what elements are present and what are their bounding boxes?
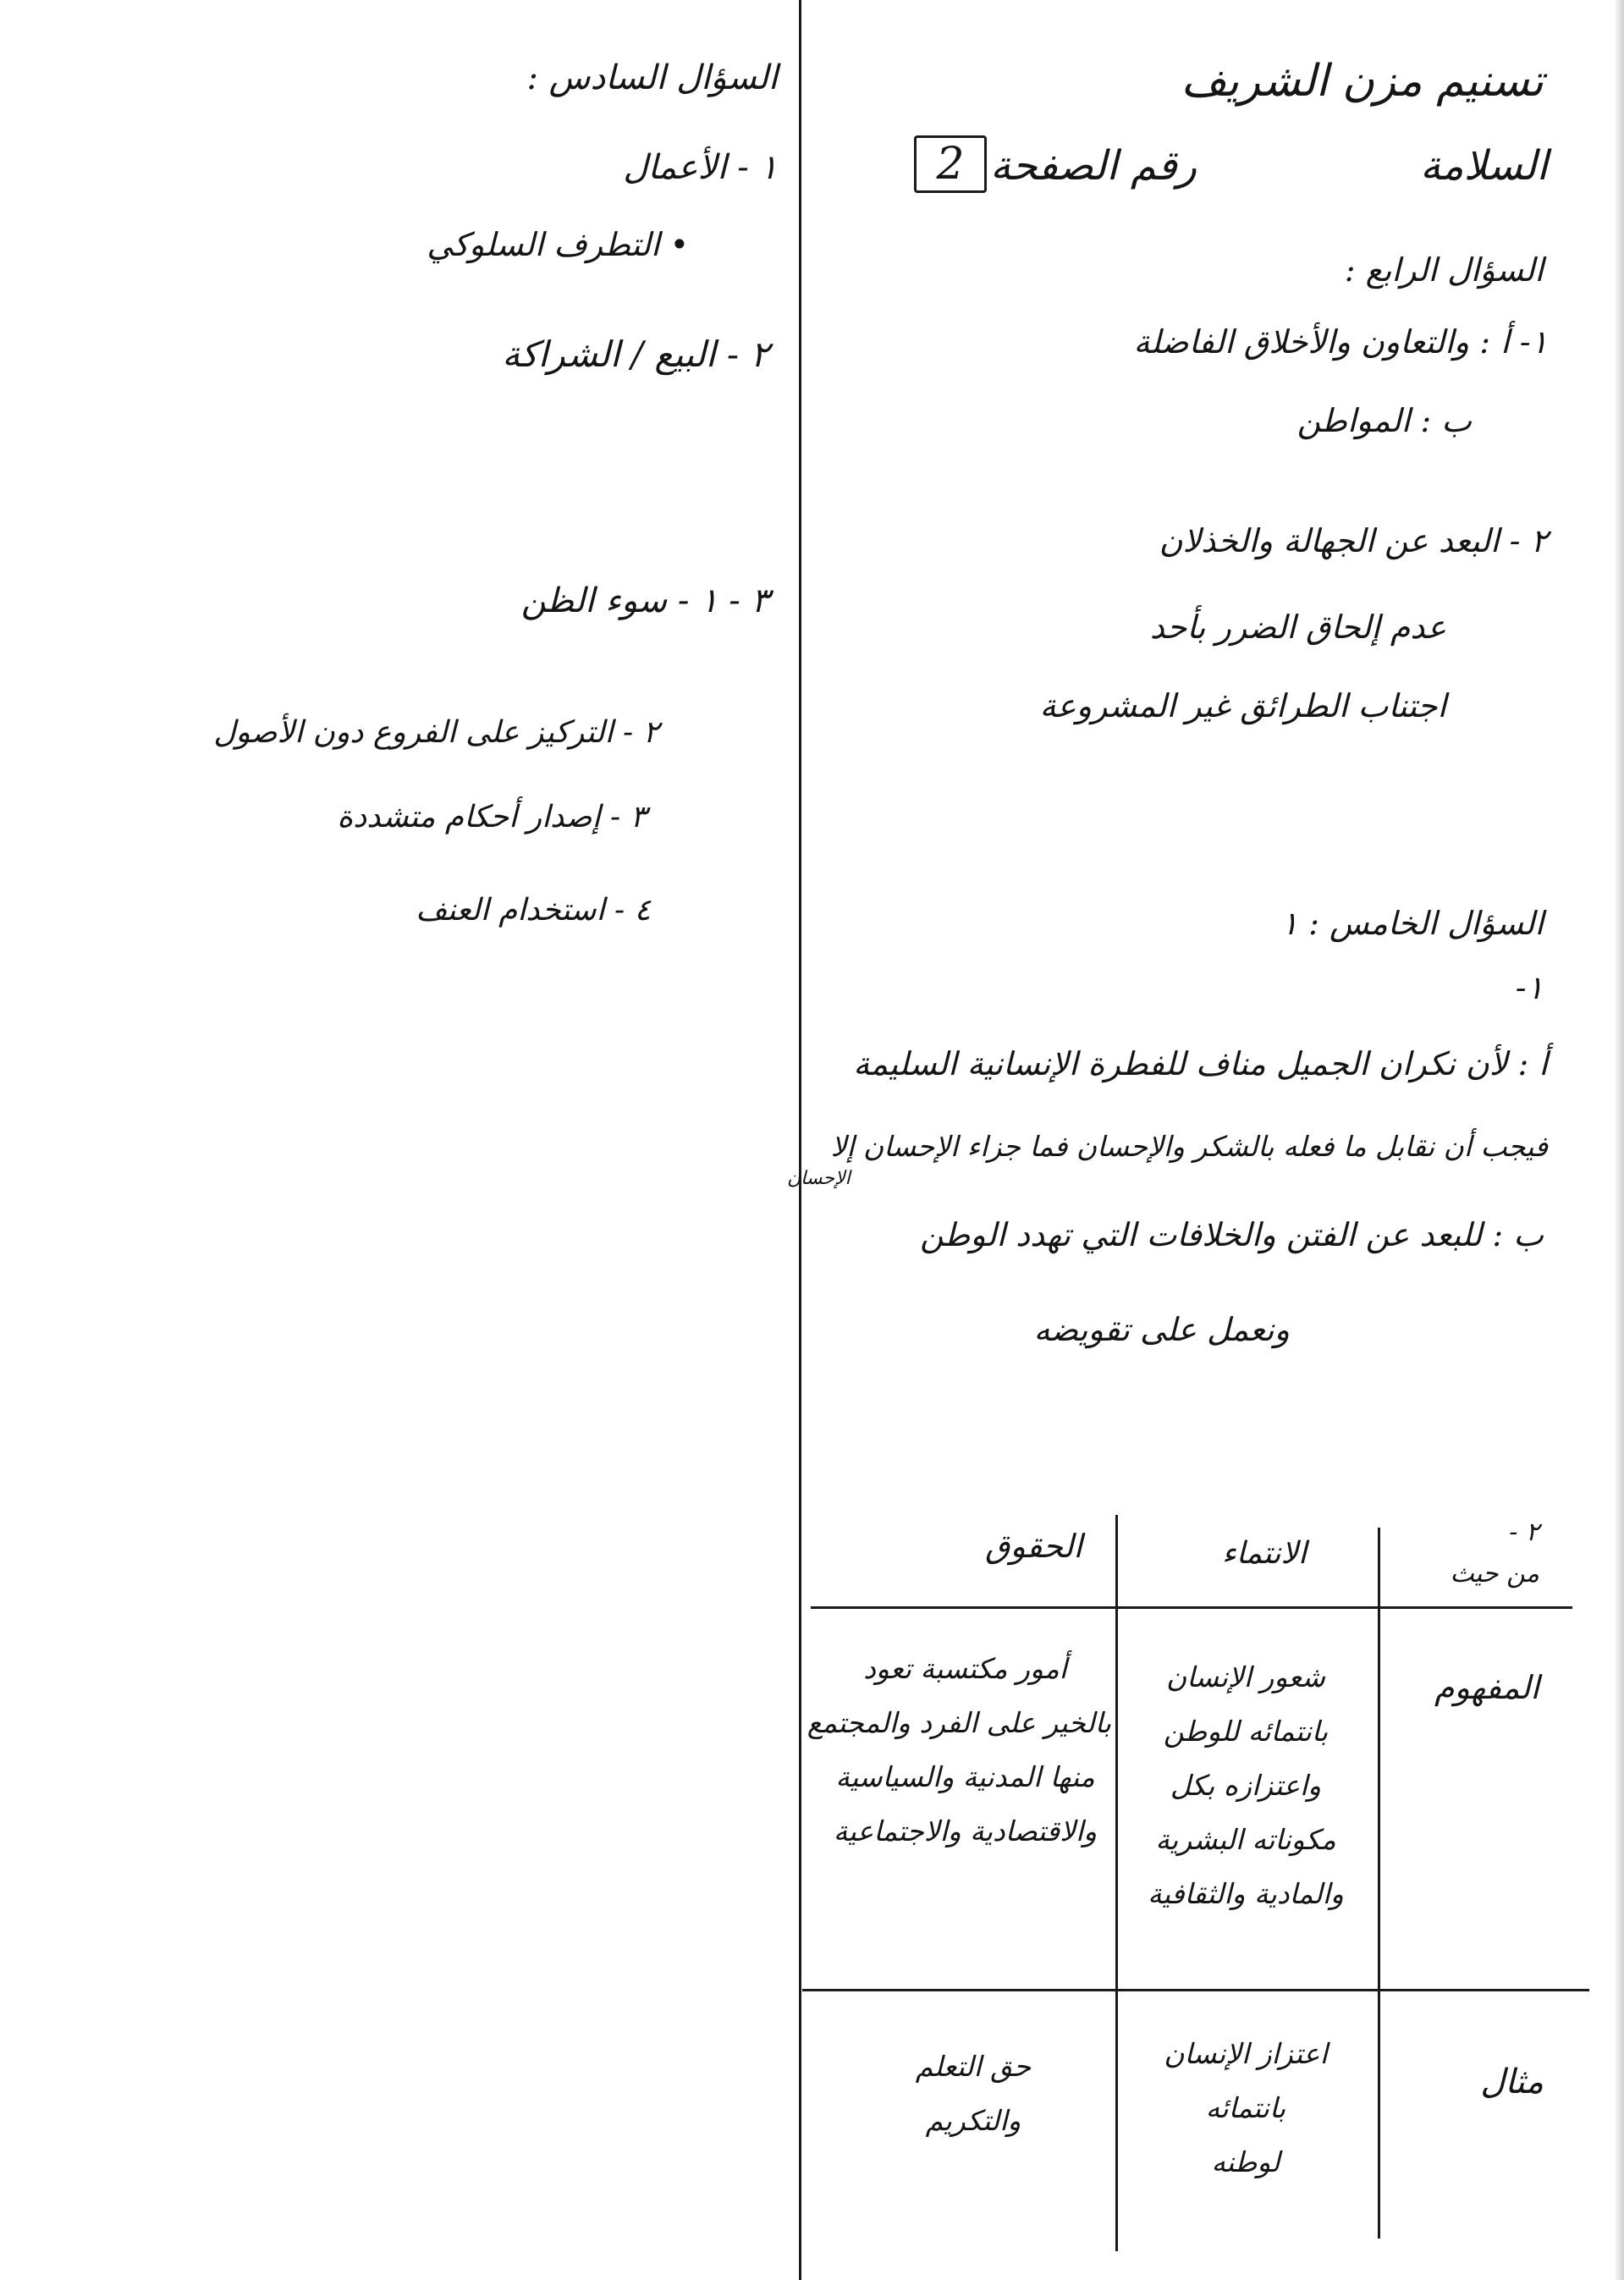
table-row2-header: مثال — [1480, 2062, 1544, 2101]
page-number-label: رقم الصفحة — [990, 142, 1197, 190]
q5-b-line2: ونعمل على تقويضه — [1033, 1311, 1290, 1348]
q5-title: السؤال الخامس : ١ — [1280, 905, 1544, 942]
table-col-huquq-header: الحقوق — [984, 1528, 1082, 1565]
center-margin-line — [799, 0, 801, 2280]
row2-huquq-line: والتكريم — [925, 2104, 1021, 2137]
page-number-box — [914, 135, 987, 193]
row2-intima-line: بانتمائه — [1205, 2091, 1286, 2124]
table-column-divider-right — [1378, 1528, 1380, 2239]
q5-a-line2: فيجب أن نقابل ما فعله بالشكر والإحسان فما جزاء الإحسان إلا — [830, 1130, 1548, 1163]
q6-title: السؤال السادس : — [526, 58, 778, 97]
table-row-divider — [802, 1989, 1589, 1991]
q5-item-number: ١- — [1515, 969, 1544, 1006]
q5-a-line1: أ : لأن نكران الجميل مناف للفطرة الإنسانية السليمة — [853, 1045, 1548, 1082]
page-number: 2 — [936, 139, 965, 190]
row2-intima-line: اعتزاز الإنسان — [1164, 2037, 1328, 2070]
row1-intima-line: واعتزازه بكل — [1170, 1769, 1322, 1802]
q4-title: السؤال الرابع : — [1344, 251, 1544, 289]
row1-huquq-line: منها المدنية والسياسية — [835, 1760, 1095, 1793]
q4-item2-line1: ٢ - البعد عن الجهالة والخذلان — [1159, 522, 1548, 559]
table-corner-label: من حيث — [1450, 1559, 1539, 1589]
student-name: تسنيم مزن الشريف — [1181, 56, 1544, 107]
q6-item3-3: ٣ - إصدار أحكام متشددة — [337, 800, 647, 834]
table-number: ٢ - — [1509, 1517, 1539, 1547]
table-row1-huquq-cell — [806, 1642, 1111, 1859]
q4-item2-line2: عدم إلحاق الضرر بأحد — [1149, 609, 1446, 646]
row1-huquq-line: والاقتصادية والاجتماعية — [833, 1815, 1098, 1848]
q4-item1b: ب : المواطن — [1296, 402, 1472, 439]
q6-item2: ٢ - البيع / الشراكة — [502, 333, 769, 375]
q4-item1a: ١- أ : والتعاون والأخلاق الفاضلة — [1133, 323, 1548, 361]
q4-item2-line3: اجتناب الطرائق غير المشروعة — [1039, 687, 1446, 724]
q5-b-line1: ب : للبعد عن الفتن والخلافات التي تهدد الوطن — [920, 1216, 1544, 1253]
q6-item1: ١ - الأعمال — [623, 148, 778, 187]
row1-intima-line: بانتمائه للوطن — [1163, 1715, 1329, 1748]
table-row1-intima-cell — [1119, 1650, 1373, 1921]
q6-item3-4: ٤ - استخدام العنف — [416, 893, 651, 928]
row1-huquq-line: بالخير على الفرد والمجتمع — [806, 1706, 1111, 1739]
table-col-intima-header: الانتماء — [1221, 1536, 1307, 1571]
q6-item3-2: ٢ - التركيز على الفروع دون الأصول — [213, 715, 659, 750]
table-header-divider — [811, 1606, 1572, 1609]
q6-item3-1: ٣ - ١ - سوء الظن — [520, 581, 769, 620]
table-row2-huquq-cell — [846, 2040, 1100, 2148]
table-column-divider-middle — [1115, 1515, 1118, 2251]
row2-huquq-line: حق التعلم — [915, 2050, 1032, 2083]
row1-intima-line: والمادية والثقافية — [1148, 1877, 1344, 1910]
q6-item1-bullet: • التطرف السلوكي — [427, 226, 689, 263]
subject-label: السلامة — [1420, 142, 1548, 190]
row1-intima-line: شعور الإنسان — [1166, 1660, 1325, 1693]
table-row2-intima-cell — [1119, 2027, 1373, 2189]
q5-a-line2-continuation: الإحسان — [787, 1168, 851, 1189]
page-edge-shadow — [1614, 0, 1624, 2280]
row2-intima-line: لوطنه — [1211, 2145, 1280, 2178]
row1-huquq-line: أمور مكتسبة تعود — [863, 1652, 1067, 1685]
table-row1-header: المفهوم — [1434, 1669, 1539, 1706]
row1-intima-line: مكوناته البشرية — [1155, 1823, 1336, 1856]
